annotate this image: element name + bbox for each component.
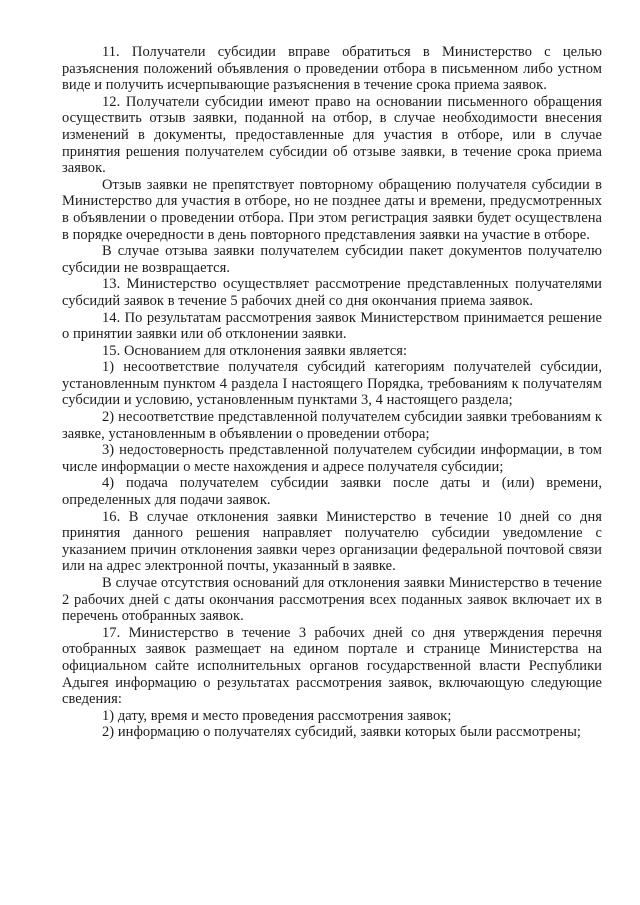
paragraph-15-item-1: 1) несоответствие получателя субсидий категориям получателей субсидии, установленным пунктом 4 раздела I настоящего Порядка, требованиям к получателям субсидии и условию, установленным пунктами 3, 4 настоящего раздела; <box>62 359 602 409</box>
paragraph-15-item-4: 4) подача получателем субсидии заявки после даты и (или) времени, определенных для подачи заявок. <box>62 475 602 509</box>
paragraph-17-item-2: 2) информацию о получателях субсидий, заявки которых были рассмотрены; <box>102 724 581 741</box>
paragraph-15: 15. Основанием для отклонения заявки является: <box>102 342 408 359</box>
paragraph-17-item-1: 1) дату, время и место проведения рассмотрения заявок; <box>102 707 452 724</box>
document-page <box>62 44 602 741</box>
paragraph-17: 17. Министерство в течение 3 рабочих дней со дня утверждения перечня отобранных заявок размещает на едином портале и странице Министерства на официальном сайте исполнительных органов государственной власти Республики Адыгея информацию о результатах рассмотрения заявок, включающую следующие сведения: <box>62 624 602 708</box>
paragraph-14: 14. По результатам рассмотрения заявок Министерством принимается решение о принятии заявки или об отклонении заявки. <box>62 309 602 343</box>
paragraph-16-no-grounds: В случае отсутствия оснований для отклонения заявки Министерство в течение 2 рабочих дней с даты окончания рассмотрения всех поданных заявок включает их в перечень отобранных заявок. <box>62 575 602 625</box>
paragraph-11: 11. Получатели субсидии вправе обратиться в Министерство с целью разъяснения положений объявления о проведении отбора в письменном либо устном виде и получить исчерпывающие разъяснения в течение срока приема заявок. <box>62 44 602 94</box>
paragraph-15-item-3: 3) недостоверность представленной получателем субсидии информации, в том числе информации о месте нахождения и адресе получателя субсидии; <box>62 442 602 475</box>
paragraph-15-item-2: 2) несоответствие представленной получателем субсидии заявки требованиям к заявке, установленным в объявлении о проведении отбора; <box>62 409 602 442</box>
paragraph-12-withdrawal: Отзыв заявки не препятствует повторному обращению получателя субсидии в Министерство для участия в отборе, но не позднее даты и времени, предусмотренных в объявлении о проведении отбора. При этом регистрация заявки будет осуществлена в порядке очередности в день повторного представления заявки на участие в отборе. <box>62 176 602 243</box>
paragraph-12-documents: В случае отзыва заявки получателем субсидии пакет документов получателю субсидии не возвращается. <box>62 243 602 276</box>
paragraph-13: 13. Министерство осуществляет рассмотрение представленных получателями субсидий заявок в течение 5 рабочих дней со дня окончания приема заявок. <box>62 276 602 309</box>
paragraph-12: 12. Получатели субсидии имеют право на основании письменного обращения осуществить отзыв заявки, поданной на отбор, в случае необходимости внесения изменений в документы, предоставленные для участия в отборе, или в случае принятия решения получателем субсидии об отзыве заявки, в течение срока приема заявок. <box>62 93 602 177</box>
paragraph-16: 16. В случае отклонения заявки Министерство в течение 10 дней со дня принятия данного решения направляет получателю субсидии уведомление с указанием причин отклонения заявки через организации федеральной почтовой связи или на адрес электронной почты, указанный в заявке. <box>62 508 602 575</box>
